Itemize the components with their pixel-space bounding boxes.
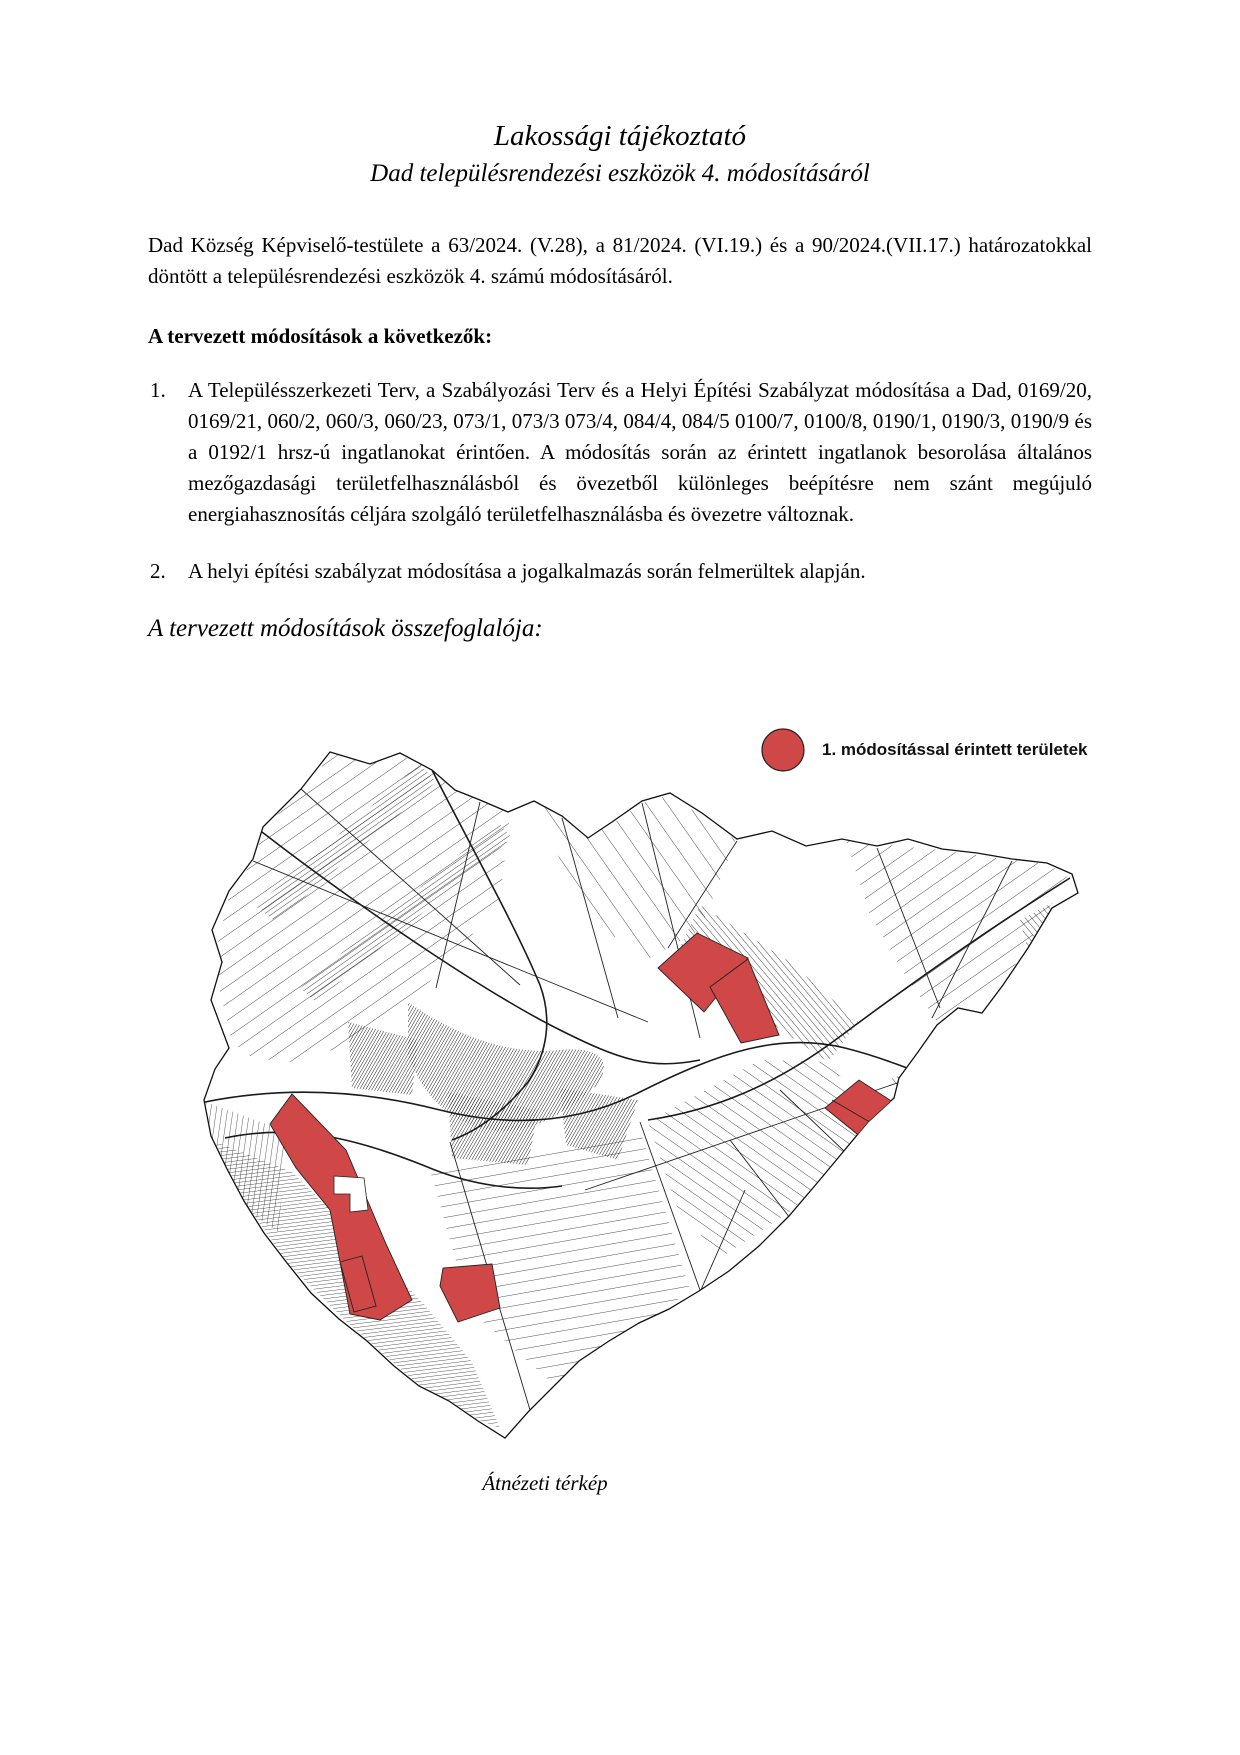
list-item-text: A Településszerkezeti Terv, a Szabályozási Terv és a Helyi Építési Szabályzat módosítása a Dad, 0169/20, 0169/21, 060/2, 060/3, 060/23, 073/1, 073/3 073/4, 084/4, 084/5 0100/7, 0100/8, 0190/1, 0190/3, 0190/9 és a 0192/1 hrsz-ú ingatlanokat érintően. A módosítás során az érintett ingatlanok besorolása általános mezőgazdasági területfelhasználásból és övezetből különleges beépítésre nem szánt megújuló energiahasznosítás céljára szolgáló területfelhasználásba és övezetre változnak.	[188, 378, 1092, 526]
map-caption: Átnézeti térkép	[482, 1471, 608, 1495]
overview-map	[195, 745, 1080, 1445]
page-title: Lakossági tájékoztató	[493, 120, 747, 152]
list-item	[148, 375, 1092, 530]
list-item	[148, 556, 1092, 587]
legend-label: 1. módosítással érintett területek	[822, 740, 1088, 759]
section-heading: A tervezett módosítások a következők:	[148, 324, 493, 348]
modifications-list	[148, 375, 1092, 587]
page-subtitle: Dad településrendezési eszközök 4. módosításáról	[370, 160, 870, 187]
document-body	[0, 0, 1240, 645]
intro-paragraph: Dad Község Képviselő-testülete a 63/2024. (V.28), a 81/2024. (VI.19.) és a 90/2024.(VII.17.) határozatokkal döntött a településrendezési eszközök 4. számú módosításáról.	[148, 233, 1092, 288]
list-item-text: A helyi építési szabályzat módosítása a jogalkalmazás során felmerültek alapján.	[188, 559, 866, 583]
list-item-number: 2.	[150, 559, 166, 583]
overview-map-container	[195, 745, 1080, 1445]
summary-heading: A tervezett módosítások összefoglalója:	[148, 615, 543, 642]
list-item-number: 1.	[150, 378, 166, 402]
